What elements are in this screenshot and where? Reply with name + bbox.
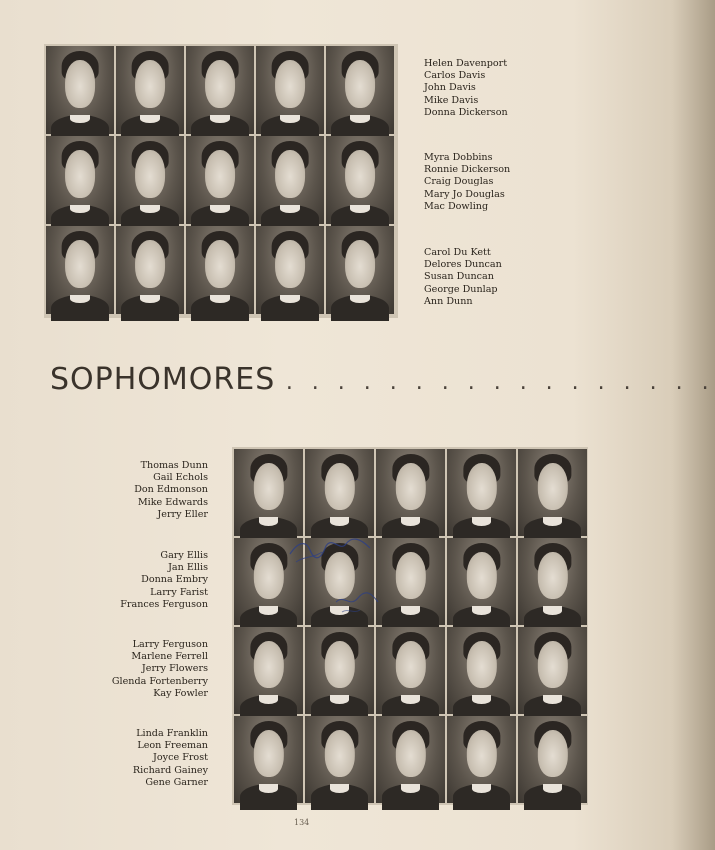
portrait-head <box>253 463 283 510</box>
portrait-collar <box>401 517 420 526</box>
student-name: Carol Du Kett <box>424 247 491 258</box>
student-name: Jan Ellis <box>168 562 208 574</box>
student-name: Joyce Frost <box>153 752 208 764</box>
portrait-collar <box>543 517 562 526</box>
student-portrait <box>234 627 303 714</box>
portrait-head <box>205 60 235 108</box>
student-portrait <box>518 449 587 536</box>
portrait-head <box>324 552 354 599</box>
section-title: SOPHOMORES <box>50 362 276 397</box>
bottom-names-group-3 <box>100 639 208 700</box>
portrait-head <box>253 730 283 777</box>
student-name: Thomas Dunn <box>140 460 208 471</box>
portrait-head <box>537 552 567 599</box>
top-names-group-3 <box>424 247 502 308</box>
student-portrait <box>186 136 254 224</box>
bottom-names-group-2 <box>100 550 208 611</box>
student-portrait <box>326 226 394 314</box>
portrait-head <box>65 240 95 288</box>
portrait-head <box>275 240 305 288</box>
student-name: Donna Dickerson <box>424 106 508 118</box>
student-portrait <box>305 627 374 714</box>
portrait-head <box>466 641 496 688</box>
student-name: Jerry Flowers <box>141 663 208 675</box>
portrait-collar <box>401 606 420 615</box>
student-portrait <box>116 226 184 314</box>
portrait-collar <box>330 695 349 704</box>
top-names-group-2 <box>424 152 510 213</box>
portrait-collar <box>330 784 349 793</box>
student-name: Mary Jo Douglas <box>424 188 505 200</box>
portrait-head <box>324 730 354 777</box>
top-names-group-1 <box>424 58 508 119</box>
portrait-head <box>345 150 375 198</box>
student-name: Marlene Ferrell <box>131 651 208 663</box>
student-portrait <box>305 538 374 625</box>
portrait-head <box>345 240 375 288</box>
section-heading <box>50 362 715 397</box>
portrait-collar <box>259 517 278 526</box>
student-portrait <box>518 627 587 714</box>
portrait-head <box>537 463 567 510</box>
student-portrait <box>447 538 516 625</box>
student-portrait <box>447 627 516 714</box>
student-portrait <box>46 226 114 314</box>
student-name: Glenda Fortenberry <box>111 675 208 687</box>
portrait-collar <box>543 784 562 793</box>
student-name: Mike Davis <box>424 94 479 106</box>
portrait-head <box>135 150 165 198</box>
portrait-collar <box>472 784 491 793</box>
portrait-head <box>205 150 235 198</box>
portrait-collar <box>472 606 491 615</box>
student-name: Don Edmonson <box>134 484 208 496</box>
student-portrait <box>46 46 114 134</box>
portrait-head <box>466 730 496 777</box>
student-portrait <box>256 136 324 224</box>
student-portrait <box>186 226 254 314</box>
student-name: Susan Duncan <box>424 271 494 283</box>
student-name: Gail Echols <box>153 472 208 484</box>
student-name: Craig Douglas <box>424 176 494 188</box>
student-name: Larry Ferguson <box>132 639 208 650</box>
student-portrait <box>376 716 445 803</box>
student-name: Linda Franklin <box>136 728 208 739</box>
portrait-collar <box>259 606 278 615</box>
portrait-head <box>395 641 425 688</box>
student-name: Jerry Eller <box>157 508 208 520</box>
section-leader-dots: . . . . . . . . . . . . . . . . . <box>285 370 715 395</box>
student-name: Carlos Davis <box>424 70 486 82</box>
student-portrait <box>234 716 303 803</box>
portrait-collar <box>259 695 278 704</box>
portrait-collar <box>259 784 278 793</box>
portrait-head <box>537 641 567 688</box>
student-name: Frances Ferguson <box>120 598 208 610</box>
student-portrait <box>116 46 184 134</box>
portrait-head <box>253 552 283 599</box>
student-portrait <box>234 538 303 625</box>
student-name: Kay Fowler <box>153 687 208 699</box>
portrait-collar <box>543 695 562 704</box>
student-name: Mac Dowling <box>424 200 489 212</box>
student-name: Ann Dunn <box>424 295 473 307</box>
portrait-collar <box>401 695 420 704</box>
portrait-head <box>275 60 305 108</box>
bottom-photo-grid <box>232 447 588 805</box>
portrait-collar <box>330 517 349 526</box>
portrait-head <box>395 730 425 777</box>
student-name: Myra Dobbins <box>424 152 493 163</box>
portrait-collar <box>472 695 491 704</box>
portrait-head <box>395 463 425 510</box>
student-portrait <box>376 627 445 714</box>
student-portrait <box>256 226 324 314</box>
student-name: Mike Edwards <box>137 496 208 508</box>
student-name: Helen Davenport <box>424 58 508 69</box>
portrait-head <box>65 60 95 108</box>
student-name: Donna Embry <box>141 574 208 586</box>
page-number: 134 <box>294 818 310 827</box>
student-name: Gary Ellis <box>160 550 208 561</box>
student-portrait <box>186 46 254 134</box>
student-name: Richard Gainey <box>132 764 208 776</box>
portrait-collar <box>330 606 349 615</box>
bottom-names-group-1 <box>100 460 208 521</box>
student-portrait <box>326 46 394 134</box>
student-name: Delores Duncan <box>424 259 502 271</box>
student-portrait <box>447 716 516 803</box>
portrait-head <box>135 60 165 108</box>
student-name: George Dunlap <box>424 283 498 295</box>
bottom-names-group-4 <box>100 728 208 789</box>
student-portrait <box>326 136 394 224</box>
portrait-head <box>395 552 425 599</box>
student-portrait <box>305 449 374 536</box>
top-photo-grid <box>44 44 398 318</box>
portrait-head <box>537 730 567 777</box>
student-portrait <box>376 449 445 536</box>
student-portrait <box>46 136 114 224</box>
student-portrait <box>305 716 374 803</box>
student-portrait <box>518 538 587 625</box>
student-name: Leon Freeman <box>137 740 208 752</box>
portrait-collar <box>543 606 562 615</box>
student-portrait <box>234 449 303 536</box>
portrait-head <box>324 641 354 688</box>
student-portrait <box>376 538 445 625</box>
student-portrait <box>256 46 324 134</box>
student-name: Gene Garner <box>145 776 208 788</box>
portrait-head <box>324 463 354 510</box>
student-name: John Davis <box>424 82 476 94</box>
portrait-head <box>466 463 496 510</box>
student-portrait <box>447 449 516 536</box>
student-portrait <box>518 716 587 803</box>
student-name: Larry Farist <box>150 586 208 598</box>
portrait-head <box>466 552 496 599</box>
portrait-head <box>345 60 375 108</box>
portrait-head <box>205 240 235 288</box>
portrait-collar <box>472 517 491 526</box>
portrait-head <box>65 150 95 198</box>
portrait-head <box>135 240 165 288</box>
student-portrait <box>116 136 184 224</box>
portrait-head <box>275 150 305 198</box>
portrait-head <box>253 641 283 688</box>
student-name: Ronnie Dickerson <box>424 164 511 176</box>
portrait-collar <box>401 784 420 793</box>
